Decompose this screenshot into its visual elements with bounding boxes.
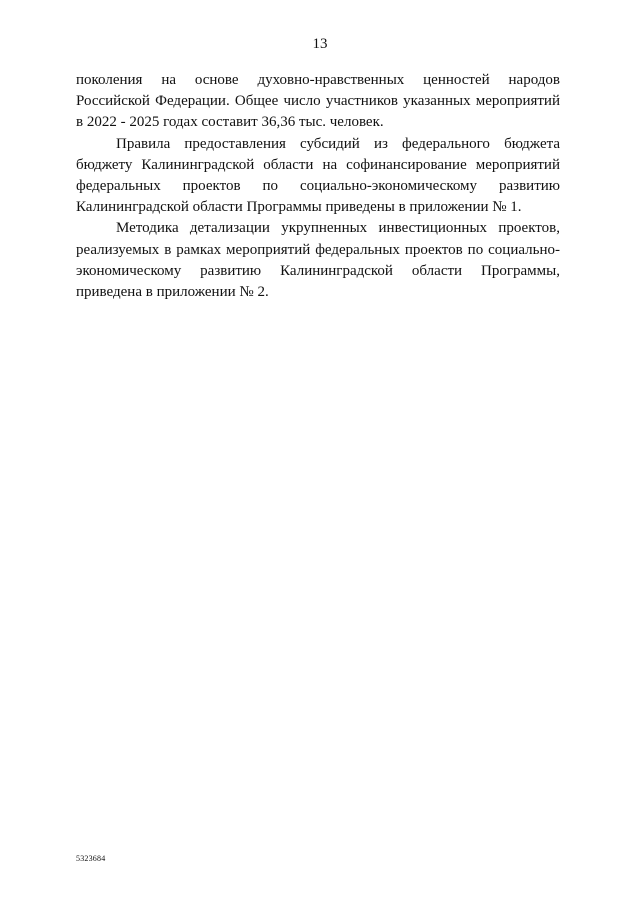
paragraph-methodology xyxy=(76,218,560,303)
text-line: федеральных проектов по социально-экономическому развитию xyxy=(76,177,560,194)
paragraph-subsidy-rules xyxy=(76,134,560,219)
text-line: экономическому развитию Калининградской области Программы, xyxy=(76,262,560,279)
text-line: Калининградской области Программы приведены в приложении № 1. xyxy=(76,199,522,216)
document-id: 5323684 xyxy=(76,854,106,863)
text-line: бюджету Калининградской области на софинансирование мероприятий xyxy=(76,156,560,173)
text-line: в 2022 - 2025 годах составит 36,36 тыс. человек. xyxy=(76,114,384,131)
text-line: реализуемых в рамках мероприятий федеральных проектов по социально- xyxy=(76,241,560,258)
text-line: Методика детализации укрупненных инвестиционных проектов, xyxy=(116,220,560,237)
page-number: 13 xyxy=(312,36,328,52)
document-body xyxy=(76,70,560,303)
text-line: Российской Федерации. Общее число участников указанных мероприятий xyxy=(76,93,560,110)
text-line: поколения на основе духовно-нравственных ценностей народов xyxy=(76,72,560,88)
text-line: Правила предоставления субсидий из федерального бюджета xyxy=(116,135,560,152)
paragraph-participants xyxy=(76,70,560,134)
text-line: приведена в приложении № 2. xyxy=(76,283,269,300)
